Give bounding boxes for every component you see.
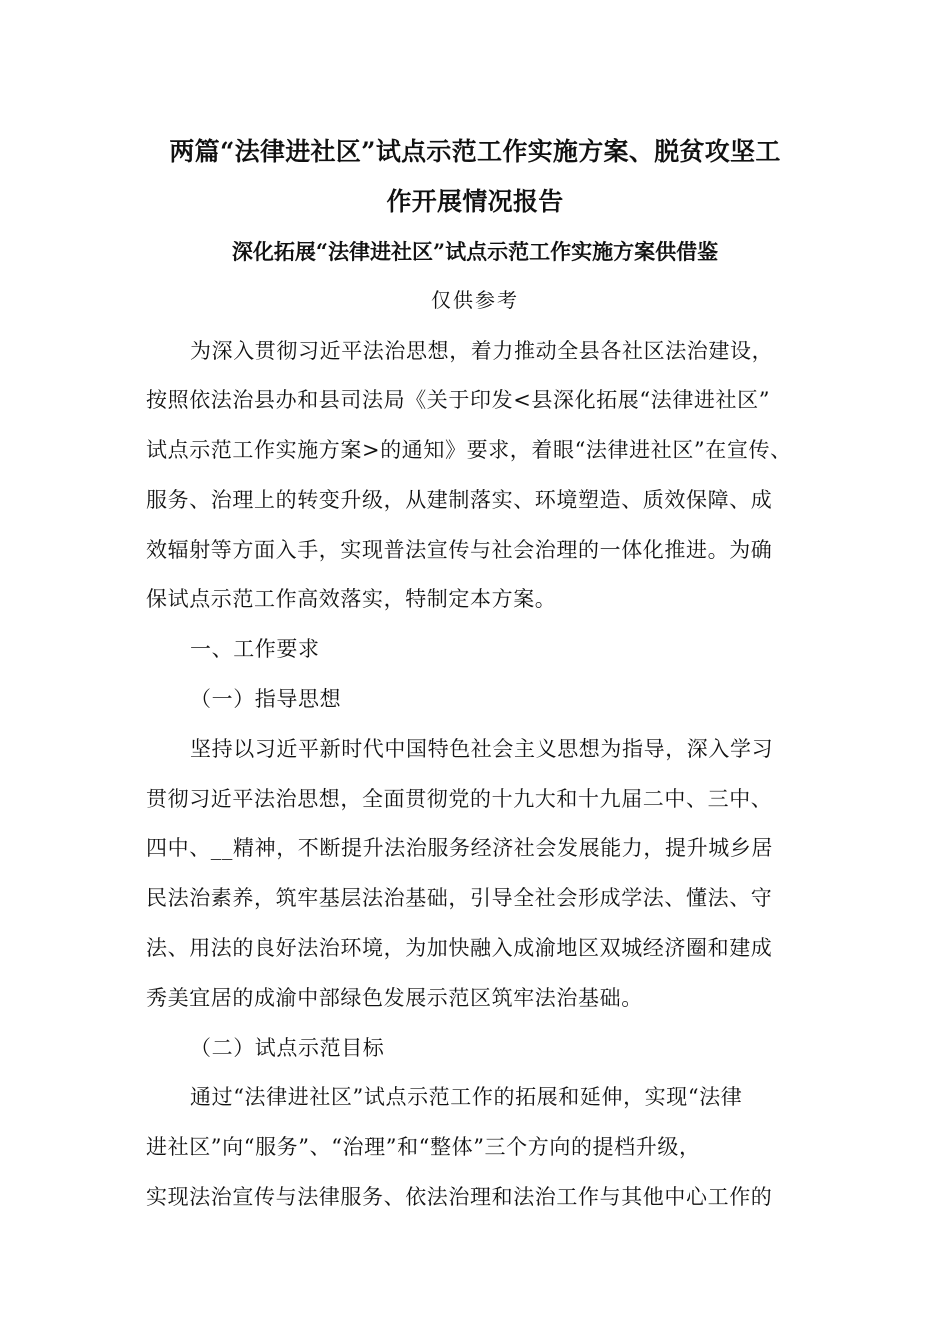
paragraph-line: 试点示范工作实施方案>的通知》要求，着眼“法律进社区”在宣传、 — [146, 438, 792, 462]
subsection-heading: （一）指导思想 — [190, 687, 342, 711]
document-subtitle: 深化拓展“法律进社区”试点示范工作实施方案供借鉴 — [231, 239, 719, 264]
paragraph-line: 为深入贯彻习近平法治思想，着力推动全县各社区法治建设， — [190, 339, 774, 363]
paragraph-line: 贯彻习近平法治思想，全面贯彻党的十九大和十九届二中、三中、 — [146, 787, 773, 811]
paragraph-line: 按照依法治县办和县司法局《关于印发<县深化拓展“法律进社区” — [146, 388, 771, 412]
paragraph-line: 保试点示范工作高效落实，特制定本方案。 — [146, 587, 557, 611]
reference-note: 仅供参考 — [431, 288, 519, 312]
paragraph-line: 秀美宜居的成渝中部绿色发展示范区筑牢法治基础。 — [146, 986, 643, 1010]
section-heading: 一、工作要求 — [190, 637, 320, 661]
document-title-line-1: 两篇“法律进社区”试点示范工作实施方案、脱贫攻坚工 — [169, 137, 781, 166]
document-title-line-2: 作开展情况报告 — [386, 187, 564, 216]
subsection-heading: （二）试点示范目标 — [190, 1036, 385, 1060]
paragraph-line: 法、用法的良好法治环境，为加快融入成渝地区双城经济圈和建成 — [146, 936, 773, 960]
paragraph-line: 四中、__精神，不断提升法治服务经济社会发展能力，提升城乡居 — [146, 836, 773, 860]
paragraph-line: 服务、治理上的转变升级，从建制落实、环境塑造、质效保障、成 — [146, 488, 773, 512]
paragraph-line: 通过“法律进社区”试点示范工作的拓展和延伸，实现“法律 — [190, 1085, 743, 1109]
paragraph-line: 坚持以习近平新时代中国特色社会主义思想为指导，深入学习 — [190, 737, 774, 761]
paragraph-line: 实现法治宣传与法律服务、依法治理和法治工作与其他中心工作的 — [146, 1185, 773, 1209]
paragraph-line: 进社区”向“服务”、“治理”和“整体”三个方向的提档升级， — [146, 1135, 701, 1159]
paragraph-line: 效辐射等方面入手，实现普法宣传与社会治理的一体化推进。为确 — [146, 538, 773, 562]
paragraph-line: 民法治素养，筑牢基层法治基础，引导全社会形成学法、懂法、守 — [146, 886, 773, 910]
